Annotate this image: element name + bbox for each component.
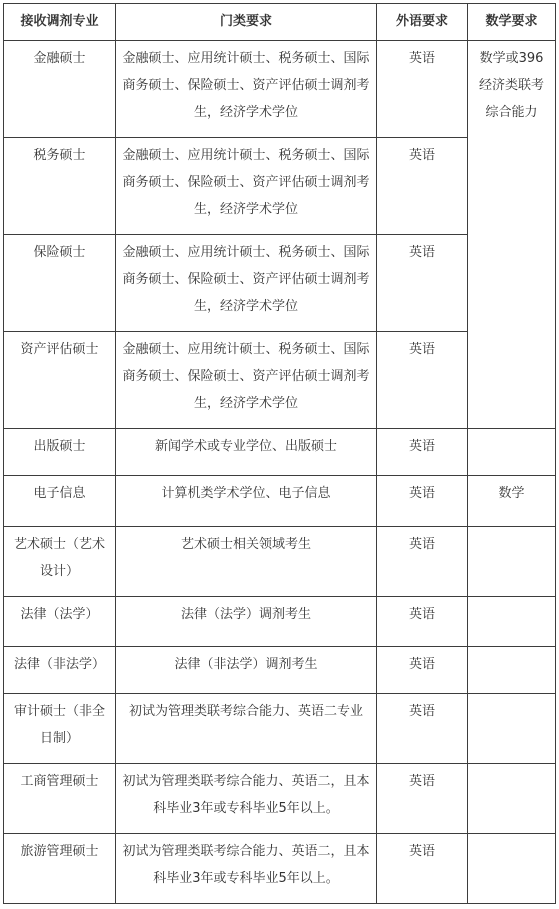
- major-cell: 保险硕士: [4, 235, 116, 332]
- language-cell: 英语: [377, 476, 468, 527]
- category-cell: 法律（法学）调剂考生: [116, 597, 377, 647]
- major-cell: 税务硕士: [4, 138, 116, 235]
- math-cell: [468, 834, 556, 904]
- math-cell: [468, 764, 556, 834]
- major-cell: 资产评估硕士: [4, 332, 116, 429]
- category-cell: 新闻学术或专业学位、出版硕士: [116, 429, 377, 476]
- language-cell: 英语: [377, 647, 468, 694]
- major-cell: 法律（非法学）: [4, 647, 116, 694]
- language-cell: 英语: [377, 834, 468, 904]
- table-row: [4, 429, 556, 476]
- table-row: [4, 476, 556, 527]
- category-cell: 计算机类学术学位、电子信息: [116, 476, 377, 527]
- category-cell: 金融硕士、应用统计硕士、税务硕士、国际商务硕士、保险硕士、资产评估硕士调剂考生，经济学术学位: [116, 41, 377, 138]
- major-cell: 艺术硕士（艺术设计）: [4, 527, 116, 597]
- header-major: 接收调剂专业: [4, 4, 116, 41]
- category-cell: 初试为管理类联考综合能力、英语二，且本科毕业3年或专科毕业5年以上。: [116, 764, 377, 834]
- math-cell: [468, 527, 556, 597]
- math-cell: [468, 694, 556, 764]
- major-cell: 出版硕士: [4, 429, 116, 476]
- major-cell: 旅游管理硕士: [4, 834, 116, 904]
- math-cell: 数学: [468, 476, 556, 527]
- language-cell: 英语: [377, 694, 468, 764]
- math-cell: [468, 647, 556, 694]
- major-cell: 审计硕士（非全日制）: [4, 694, 116, 764]
- language-cell: 英语: [377, 597, 468, 647]
- math-cell: [468, 597, 556, 647]
- header-category: 门类要求: [116, 4, 377, 41]
- category-cell: 初试为管理类联考综合能力、英语二专业: [116, 694, 377, 764]
- major-cell: 金融硕士: [4, 41, 116, 138]
- language-cell: 英语: [377, 138, 468, 235]
- language-cell: 英语: [377, 429, 468, 476]
- major-cell: 法律（法学）: [4, 597, 116, 647]
- category-cell: 艺术硕士相关领域考生: [116, 527, 377, 597]
- table-row: [4, 834, 556, 904]
- header-math: 数学要求: [468, 4, 556, 41]
- math-cell: [468, 429, 556, 476]
- table-row: [4, 41, 556, 138]
- category-cell: 初试为管理类联考综合能力、英语二，且本科毕业3年或专科毕业5年以上。: [116, 834, 377, 904]
- table-row: [4, 647, 556, 694]
- table-row: [4, 527, 556, 597]
- major-cell: 电子信息: [4, 476, 116, 527]
- table-row: [4, 764, 556, 834]
- math-cell-merged: 数学或396经济类联考综合能力: [468, 41, 556, 429]
- category-cell: 法律（非法学）调剂考生: [116, 647, 377, 694]
- language-cell: 英语: [377, 332, 468, 429]
- language-cell: 英语: [377, 235, 468, 332]
- language-cell: 英语: [377, 764, 468, 834]
- table-row: [4, 597, 556, 647]
- table-header-row: [4, 4, 556, 41]
- major-cell: 工商管理硕士: [4, 764, 116, 834]
- language-cell: 英语: [377, 527, 468, 597]
- language-cell: 英语: [377, 41, 468, 138]
- header-language: 外语要求: [377, 4, 468, 41]
- category-cell: 金融硕士、应用统计硕士、税务硕士、国际商务硕士、保险硕士、资产评估硕士调剂考生，经济学术学位: [116, 332, 377, 429]
- category-cell: 金融硕士、应用统计硕士、税务硕士、国际商务硕士、保险硕士、资产评估硕士调剂考生，经济学术学位: [116, 235, 377, 332]
- table-row: [4, 694, 556, 764]
- transfer-requirements-table: [3, 3, 556, 904]
- category-cell: 金融硕士、应用统计硕士、税务硕士、国际商务硕士、保险硕士、资产评估硕士调剂考生，经济学术学位: [116, 138, 377, 235]
